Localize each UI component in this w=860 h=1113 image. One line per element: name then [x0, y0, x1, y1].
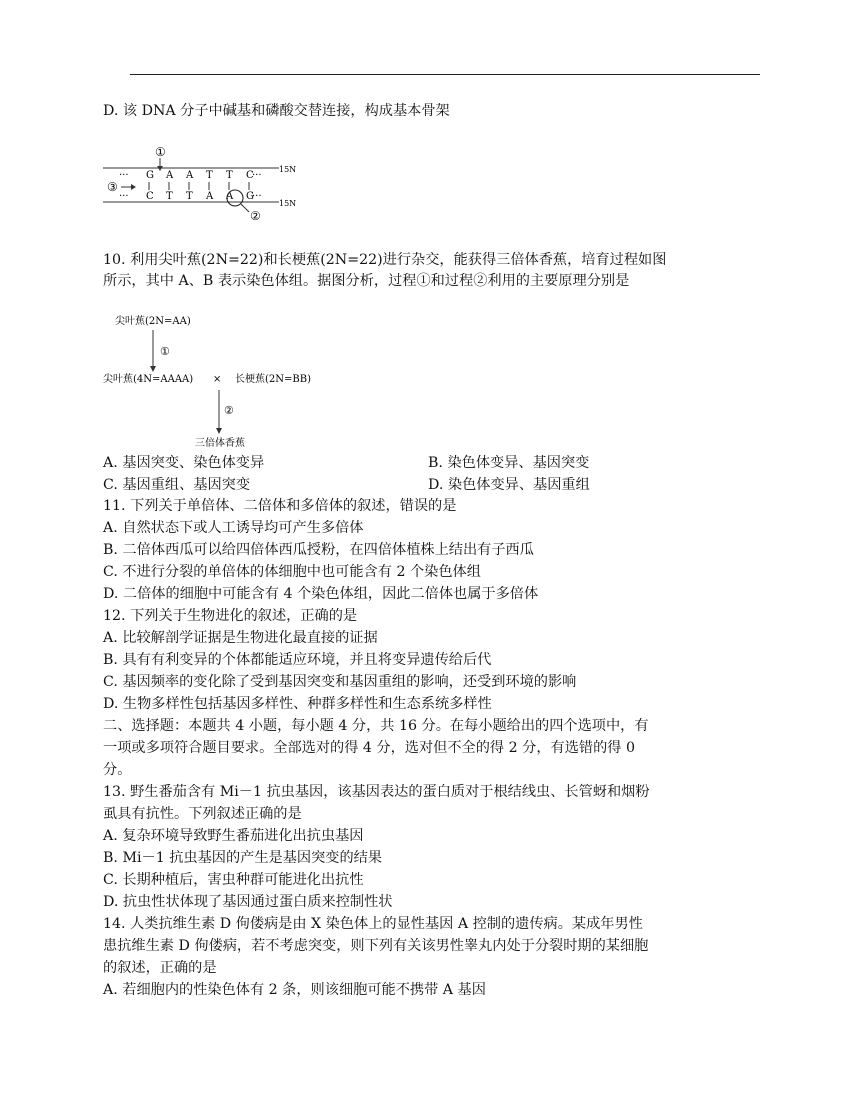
isotope-label-top: 15N [279, 165, 297, 174]
q13-option-d: D. 抗虫性状体现了基因通过蛋白质来控制性状 [103, 894, 393, 910]
q14-stem-line2: 患抗维生素 D 佝偻病，若不考虑突变，则下列有关该男性睾丸内处于分裂时期的某细胞 [103, 938, 649, 954]
top-base: A [186, 170, 194, 181]
bottom-base: T [166, 191, 173, 202]
section2-line1: 二、选择题：本题共 4 小题，每小题 4 分，共 16 分。在每小题给出的四个选项中，有 [103, 718, 649, 734]
q13-stem-line2: 虱具有抗性。下列叙述正确的是 [103, 806, 302, 822]
q13-stem-line1: 13. 野生番茄含有 Mi－1 抗虫基因，该基因表达的蛋白质对于根结线虫、长管蚜和烟粉 [103, 784, 650, 800]
q14-stem-line3: 的叙述，正确的是 [103, 960, 217, 976]
marker-1: ① [155, 145, 166, 159]
q14-stem-line1: 14. 人类抗维生素 D 佝偻病是由 X 染色体上的显性基因 A 控制的遗传病。某成年男性 [103, 916, 643, 932]
cross-symbol: × [213, 374, 222, 385]
q11-option-d: D. 二倍体的细胞中可能含有 4 个染色体组，因此二倍体也属于多倍体 [103, 586, 539, 602]
top-base: T [226, 170, 233, 181]
q12-option-b: B. 具有有利变异的个体都能适应环境，并且将变异遗传给后代 [103, 652, 492, 668]
parent1-label: 尖叶蕉(2N=AA) [115, 316, 191, 327]
bottom-base: T [186, 191, 193, 202]
bottom-ellipsis: ··· [119, 191, 129, 202]
q13-option-a: A. 复杂环境导致野生番茄进化出抗虫基因 [103, 828, 364, 844]
marker-2: ② [250, 209, 261, 222]
q11-option-a: A. 自然状态下或人工诱导均可产生多倍体 [103, 520, 364, 536]
bottom-base: A [226, 191, 234, 202]
marker-3: ③ [107, 180, 118, 194]
top-base: G [146, 170, 154, 181]
q10-option-d: D. 染色体变异、基因重组 [428, 477, 590, 493]
q11-option-b: B. 二倍体西瓜可以给四倍体西瓜授粉，在四倍体植株上结出有子西瓜 [103, 542, 534, 558]
q11-option-c: C. 不进行分裂的单倍体的体细胞中也可能含有 2 个染色体组 [103, 564, 481, 580]
section2-line3: 分。 [103, 762, 132, 778]
bottom-base: C [146, 191, 154, 202]
top-base: A [166, 170, 174, 181]
parent2-label: 长梗蕉(2N=BB) [235, 374, 311, 385]
q13-option-b: B. Mi－1 抗虫基因的产生是基因突变的结果 [103, 850, 383, 866]
q12-option-a: A. 比较解剖学证据是生物进化最直接的证据 [103, 630, 378, 646]
q12-option-d: D. 生物多样性包括基因多样性、种群多样性和生态系统多样性 [103, 696, 492, 712]
top-base: T [206, 170, 213, 181]
q12-stem: 12. 下列关于生物进化的叙述，正确的是 [103, 608, 358, 624]
dna-diagram [103, 140, 313, 222]
top-ellipsis: ··· [119, 170, 129, 181]
q10-option-b: B. 染色体变异、基因突变 [428, 455, 590, 471]
step1-marker: ① [160, 345, 170, 358]
bottom-base: A [206, 191, 214, 202]
header-rule [130, 74, 760, 75]
section2-line2: 一项或多项符合题目要求。全部选对的得 4 分，选对但不全的得 2 分，有选错的得 0 [103, 740, 636, 756]
top-base: C [246, 170, 254, 181]
q11-stem: 11. 下列关于单倍体、二倍体和多倍体的叙述，错误的是 [103, 498, 457, 514]
isotope-label-bottom: 15N [279, 199, 297, 208]
q9-option-d: D. 该 DNA 分子中碱基和磷酸交替连接，构成基本骨架 [103, 103, 450, 119]
offspring-label: 三倍体香蕉 [195, 438, 245, 449]
q10-option-a: A. 基因突变、染色体变异 [103, 455, 265, 471]
q14-option-a: A. 若细胞内的性染色体有 2 条，则该细胞可能不携带 A 基因 [103, 982, 486, 998]
step2-marker: ② [224, 404, 234, 417]
q10-option-c: C. 基因重组、基因突变 [103, 477, 251, 493]
q13-option-c: C. 长期种植后，害虫种群可能进化出抗性 [103, 872, 364, 888]
q12-option-c: C. 基因频率的变化除了受到基因突变和基因重组的影响，还受到环境的影响 [103, 674, 577, 690]
top-ellipsis-right: ··· [252, 170, 262, 181]
breeding-diagram [103, 310, 343, 450]
tetraploid-label: 尖叶蕉(4N=AAAA) [103, 374, 194, 385]
base-pairs [146, 170, 254, 202]
bottom-base: G [246, 191, 254, 202]
q10-stem-line2: 所示，其中 A、B 表示染色体组。据图分析，过程①和过程②利用的主要原理分别是 [103, 273, 630, 289]
q10-stem-line1: 10. 利用尖叶蕉(2N=22)和长梗蕉(2N=22)进行杂交，能获得三倍体香蕉，培育过程如图 [103, 252, 667, 268]
bottom-ellipsis-right: ··· [252, 191, 262, 202]
